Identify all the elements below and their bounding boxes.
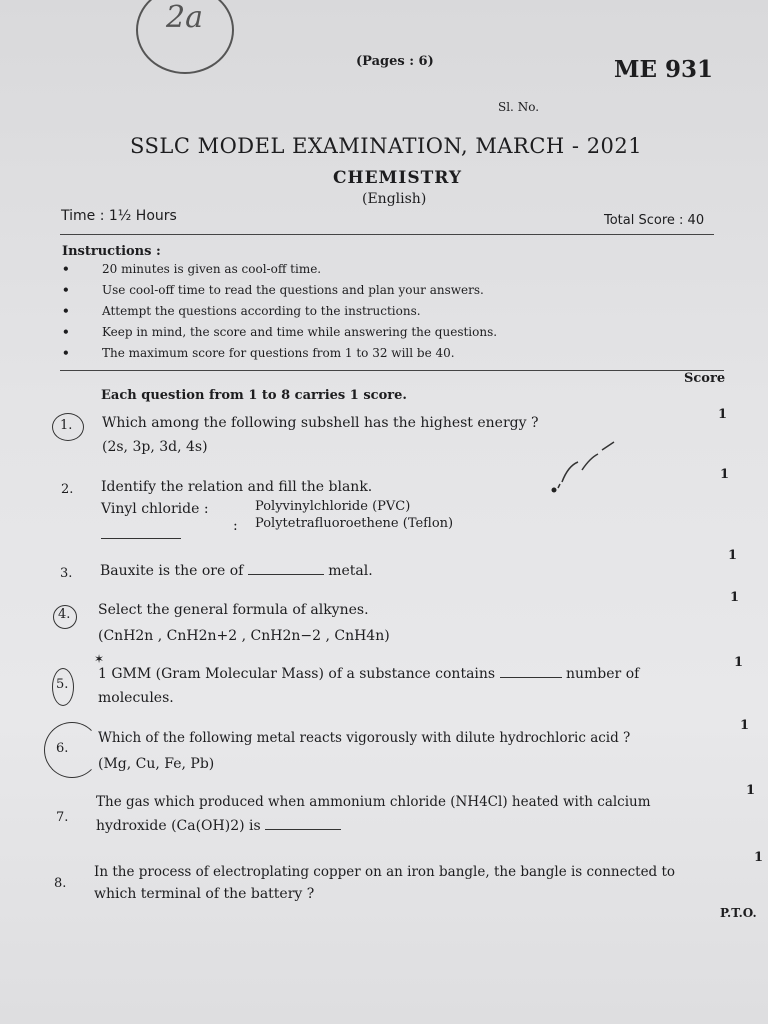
handwritten-circle [44, 722, 100, 778]
question-number: 7. [56, 810, 69, 825]
instructions-list [62, 262, 582, 367]
question-4-options: (CnH2n , CnH2n+2 , CnH2n−2 , CnH4n) [98, 628, 390, 644]
paper-code: ME 931 [614, 56, 714, 83]
question-4-text: Select the general formula of alkynes. [98, 602, 369, 618]
question-score: 1 [754, 850, 764, 865]
question-score: 1 [728, 548, 738, 563]
handwritten-circle-mark [136, 0, 234, 74]
answer-blank [265, 819, 341, 830]
please-turn-over: P.T.O. [720, 906, 757, 920]
subject-title: CHEMISTRY [333, 168, 462, 188]
divider-top [60, 234, 714, 235]
question-score: 1 [720, 467, 730, 482]
question-6-text: Which of the following metal reacts vigorously with dilute hydrochloric acid ? [98, 730, 631, 746]
question-number: 6. [56, 741, 69, 756]
question-2-left-term: Vinyl chloride : [101, 501, 209, 517]
question-2-colon: : [233, 518, 238, 534]
question-6-options: (Mg, Cu, Fe, Pb) [98, 756, 215, 772]
question-score: 1 [740, 718, 750, 733]
instruction-item: • Attempt the questions according to the instructions. [62, 304, 421, 318]
instruction-item: • 20 minutes is given as cool-off time. [62, 262, 322, 276]
instruction-item: • Keep in mind, the score and time while answering the questions. [62, 325, 498, 339]
medium-label: (English) [362, 191, 427, 207]
instruction-item: • The maximum score for questions from 1 to 32 will be 40. [62, 346, 455, 360]
question-number: 3. [60, 566, 73, 581]
question-number: 4. [58, 607, 71, 622]
question-score: 1 [718, 407, 728, 422]
question-number: 2. [61, 482, 74, 497]
corner-mark-text: 2a [166, 0, 203, 35]
answer-blank [101, 538, 181, 539]
divider-instructions [60, 370, 724, 371]
question-2-right-term: Polyvinylchloride (PVC) [255, 499, 411, 514]
question-7-continuation: hydroxide (Ca(OH)2) is [96, 818, 341, 834]
page-count: (Pages : 6) [356, 54, 434, 69]
question-3-text: Bauxite is the ore of metal. [100, 563, 373, 579]
question-number: 5. [56, 677, 69, 692]
question-8-continuation: which terminal of the battery ? [94, 886, 315, 902]
question-number: 8. [54, 876, 67, 891]
handwritten-star-icon: ✶ [94, 652, 105, 666]
question-score: 1 [746, 783, 756, 798]
answer-blank [248, 564, 324, 575]
question-score: 1 [734, 655, 744, 670]
question-2-text: Identify the relation and fill the blank. [101, 479, 373, 495]
instruction-item: • Use cool-off time to read the questions and plan your answers. [62, 283, 484, 297]
question-score: 1 [730, 590, 740, 605]
section-heading: Each question from 1 to 8 carries 1 score. [101, 388, 407, 403]
question-7-text: The gas which produced when ammonium chloride (NH4Cl) heated with calcium [96, 794, 651, 810]
instructions-heading: Instructions : [62, 244, 161, 259]
total-score: Total Score : 40 [604, 213, 705, 228]
score-column-heading: Score [684, 371, 726, 386]
question-5-text: 1 GMM (Gram Molecular Mass) of a substance contains number of [98, 666, 640, 682]
handwritten-scribble [548, 440, 620, 498]
question-8-text: In the process of electroplating copper on an iron bangle, the bangle is connected to [94, 864, 676, 880]
exam-title: SSLC MODEL EXAMINATION, MARCH - 2021 [130, 134, 643, 158]
answer-blank [500, 667, 562, 678]
question-2-right-term-2: Polytetrafluoroethene (Teflon) [255, 516, 454, 531]
serial-number-label: Sl. No. [498, 100, 540, 114]
question-number: 1. [60, 418, 73, 433]
time-allowed: Time : 1½ Hours [61, 208, 177, 224]
question-1-text: Which among the following subshell has the highest energy ? [102, 415, 539, 431]
question-5-continuation: molecules. [98, 690, 174, 706]
question-1-options: (2s, 3p, 3d, 4s) [102, 439, 208, 455]
